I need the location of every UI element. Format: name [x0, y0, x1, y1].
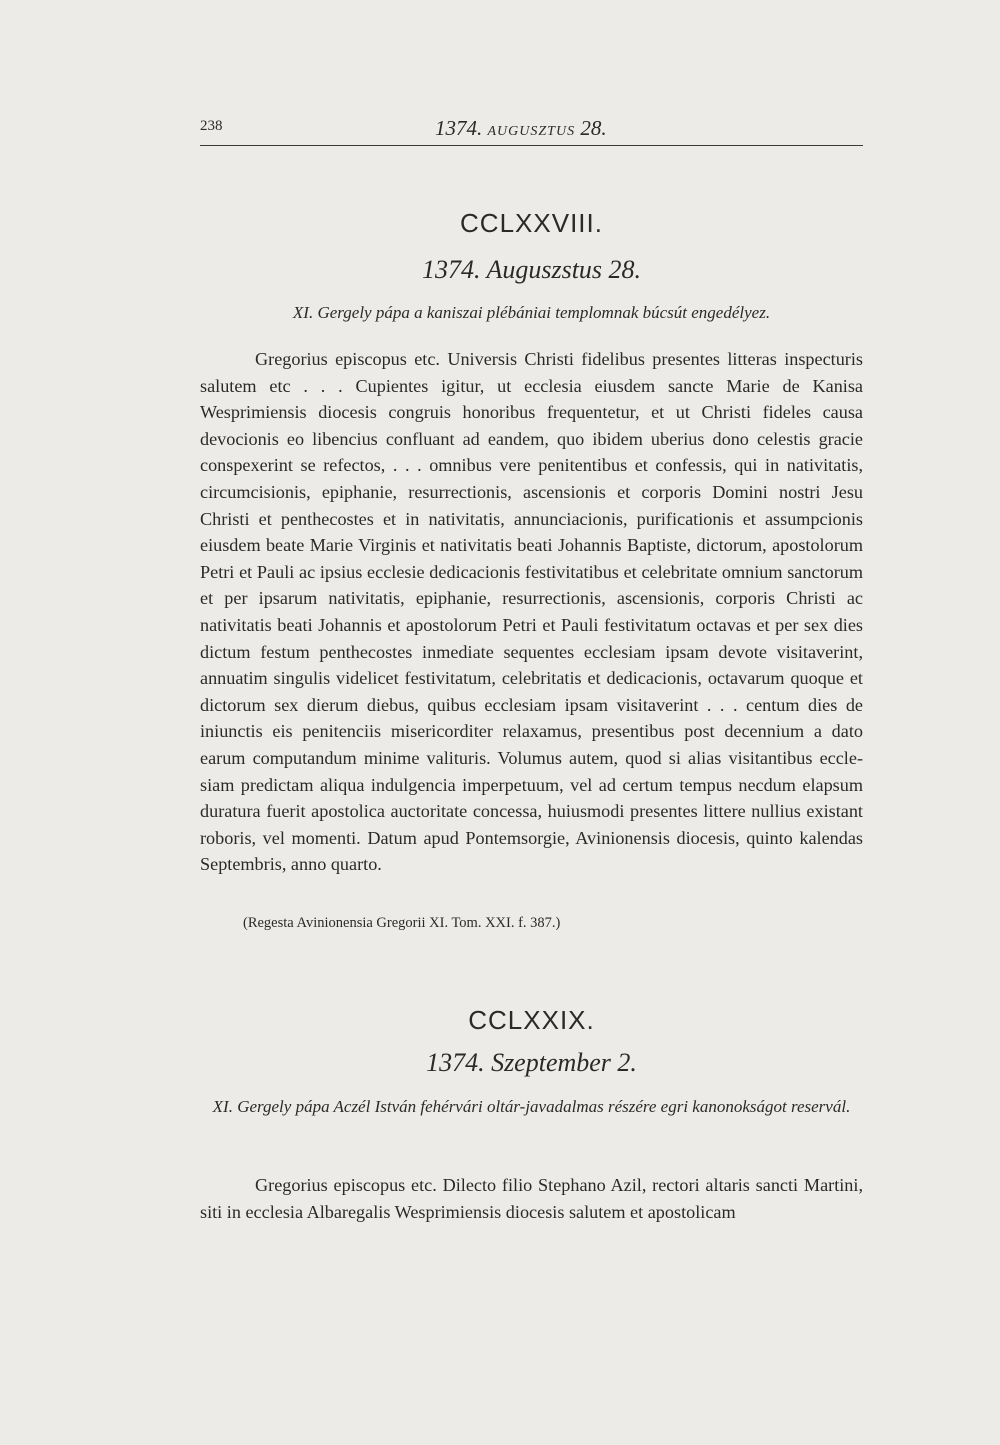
document-numeral: CCLXXVIII.: [460, 208, 603, 238]
page-number: 238: [200, 118, 223, 134]
running-header: [200, 116, 863, 146]
header-day: 28.: [580, 116, 607, 140]
document-text: Gregorius episcopus etc. Dilecto filio Stephano Azil, rectori altaris sancti Martini, siti in ecclesia Albaregalis Wesprimiensis diocesis salutem et apostolicam: [200, 1175, 863, 1222]
document-date: 1374. Szeptember 2.: [426, 1048, 637, 1077]
header-rule: [200, 145, 863, 146]
document-date: 1374. Auguszstus 28.: [421, 255, 642, 284]
document-body: [200, 1172, 863, 1225]
document-numeral: CCLXXIX.: [468, 1005, 595, 1035]
document-summary: XI. Gergely pápa a kaniszai plébániai templomnak búcsút engedélyez.: [292, 303, 771, 322]
document-body: [200, 346, 863, 878]
header-year: 1374.: [435, 116, 483, 140]
header-month: AUGUSZTUS: [487, 124, 576, 139]
header-title: [435, 116, 607, 141]
document-summary: XI. Gergely pápa Aczél István fehérvári oltár-javadalmas részére egri kanonokságot reservál.: [212, 1097, 851, 1116]
document-text: Gregorius episcopus etc. Universis Christi fidelibus presentes litteras inspecturis salutem etc . . . Cupientes igitur, ut ecclesia eiusdem sancte Marie de Kanisa Wesprimiensis diocesis congruis honoribus frequentetur, et ut Christi fideles causa devocionis eo libencius confluant ad eandem, quo ibidem uberius dono celestis gracie conspexerint se refectos, . . . omnibus vere penitentibus et confessis, qui in nativitatis, circumcisionis, epiphanie, resurrectionis, ascensionis et corporis Domini nostri Jesu Christi et penthecostes et in nativitatis, annunciacionis, purificationis et assumpcionis eiusdem beate Marie Virginis et nativitatis beati Johannis Baptiste, dictorum, apostolorum Petri et Pauli ac ipsius ecclesie dedicacionis festivitatibus et celebritate omnium sanctorum et per ipsarum nativitatis, epiphanie, resurrectionis, ascensionis, corporis Christi ac nativitatis beati Johannis et apostolorum Petri et Pauli festivitatum octavas et per sex dies dictum festum penthecostes inmediate sequentes ecclesiam ipsam devote visitaverint, annuatim singulis videlicet festivitatum, celebritatis et dedicacionis, octavarum quoque et dictorum sex dierum diebus, quibus ecclesiam ipsam visitaverint . . . centum dies de iniunctis eis penitenciis misericorditer relaxamus, presentibus post decennium a dato earum computandum minime valituris. Volumus autem, quod si alias visitantibus ecclesiam predictam aliqua indulgencia imperpetuum, vel ad certum tempus necdum elapsum duratura fuerit apostolica auctoritate concessa, huiusmodi presentes littere nullius existant roboris, vel momenti. Datum apud Pontemsorgie, Avinionensis diocesis, quinto kalendas Septembris, anno quarto.: [200, 349, 863, 875]
source-citation: (Regesta Avinionensia Gregorii XI. Tom. XXI. f. 387.): [243, 915, 561, 931]
